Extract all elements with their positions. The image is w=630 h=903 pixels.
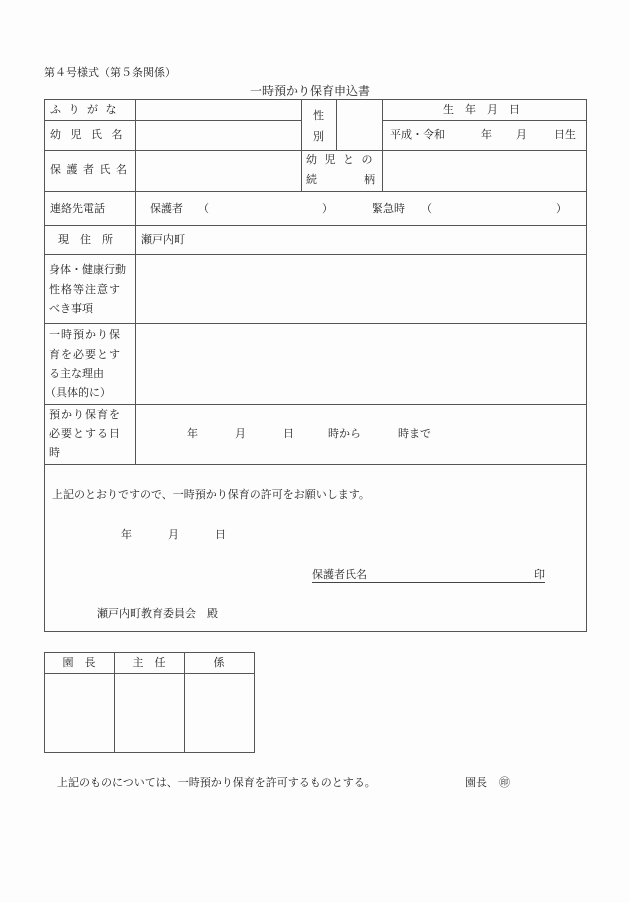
form-number: 第４号様式（第５条関係） <box>44 66 176 79</box>
emergency-close-paren: ） <box>556 202 567 215</box>
furigana-label: ふ り が な <box>50 103 119 116</box>
approval-statement: 上記のものについては、一時預かり保育を許可するものとする。 <box>57 776 376 789</box>
datetime-label-3: 時 <box>49 446 60 459</box>
reason-label: 一時預かり保 <box>49 328 121 341</box>
datetime-year: 年 <box>187 427 198 440</box>
datetime-day: 日 <box>283 427 294 440</box>
chief-stamp-box[interactable] <box>115 674 184 752</box>
datetime-to: 時まで <box>398 427 431 440</box>
guardian-signature-line[interactable] <box>312 582 545 583</box>
birthdate-era: 平成・令和 <box>390 128 445 141</box>
health-notes-label-3: べき事項 <box>49 302 93 315</box>
guardian-phone-input[interactable] <box>212 196 320 220</box>
datetime-from: 時から <box>328 427 361 440</box>
request-day: 日 <box>215 528 226 541</box>
approval-header-principal: 園 長 <box>62 656 96 669</box>
datetime-label-2: 必要とする日 <box>49 427 121 440</box>
phone-open-paren: （ <box>198 202 209 215</box>
gender-input[interactable] <box>337 100 382 150</box>
datetime-label: 預かり保育を <box>49 408 121 421</box>
request-year: 年 <box>121 528 132 541</box>
address-label: 現 住 所 <box>58 233 113 246</box>
child-name-input[interactable] <box>136 121 301 150</box>
datetime-month: 月 <box>235 427 246 440</box>
emergency-open-paren: （ <box>421 202 432 215</box>
birthdate-header: 生 年 月 日 <box>443 103 520 116</box>
guardian-name-label: 保 護 者 氏 名 <box>50 163 128 176</box>
emergency-phone-input[interactable] <box>435 196 553 220</box>
furigana-input[interactable] <box>136 100 301 120</box>
relation-label: 幼 児 と の <box>306 153 375 166</box>
approval-principal: 園長 <box>465 776 487 789</box>
phone-emergency-label: 緊急時 <box>372 202 405 215</box>
birthdate-year: 年 <box>481 128 492 141</box>
request-statement: 上記のとおりですので、一時預かり保育の許可をお願いします。 <box>52 488 370 501</box>
health-notes-input[interactable] <box>136 255 586 323</box>
reason-label-2: 育を必要とす <box>49 348 121 361</box>
approval-header-staff: 係 <box>213 656 225 669</box>
principal-stamp-box[interactable] <box>45 674 114 752</box>
guardian-name-input[interactable] <box>136 151 301 191</box>
phone-guardian-label: 保護者 <box>150 202 183 215</box>
gender-label: 性 <box>313 109 324 122</box>
child-name-label: 幼 児 氏 名 <box>50 128 126 141</box>
birthdate-day: 日生 <box>554 128 576 141</box>
health-notes-label-2: 性格等注意す <box>49 283 121 296</box>
principal-seal-icon: ㊞ <box>499 776 510 789</box>
request-month: 月 <box>168 528 179 541</box>
reason-label-4: （具体的に） <box>45 386 111 399</box>
address-value[interactable]: 瀬戸内町 <box>141 233 185 246</box>
relation-input[interactable] <box>383 151 586 191</box>
health-notes-label: 身体・健康行動 <box>49 263 126 276</box>
form-title: 一時預かり保育申込書 <box>250 84 371 98</box>
addressee: 瀬戸内町教育委員会 殿 <box>97 607 218 620</box>
gender-label-2: 別 <box>313 130 324 143</box>
approval-header-chief: 主 任 <box>132 656 166 669</box>
guardian-seal: 印 <box>534 568 545 581</box>
relation-label-2b: 柄 <box>364 173 375 186</box>
reason-input[interactable] <box>136 324 586 404</box>
birthdate-month: 月 <box>516 128 527 141</box>
reason-label-3: る主な理由 <box>49 367 104 380</box>
guardian-signature-label: 保護者氏名 <box>312 568 367 581</box>
relation-label-2a: 続 <box>306 173 317 186</box>
phone-close-paren: ） <box>322 202 333 215</box>
phone-label: 連絡先電話 <box>50 202 105 215</box>
staff-stamp-box[interactable] <box>185 674 254 752</box>
